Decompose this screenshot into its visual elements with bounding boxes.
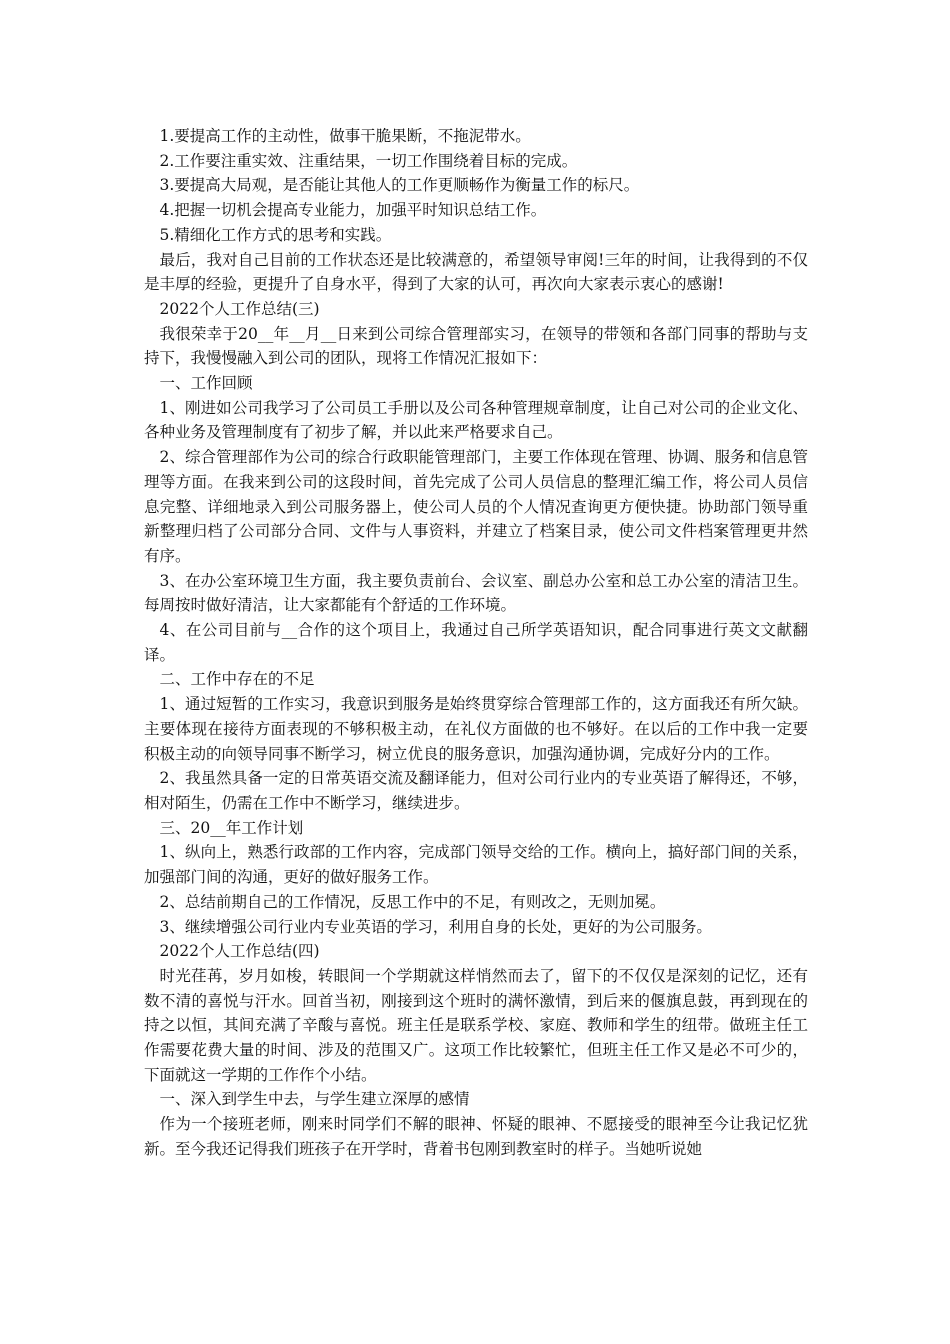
document-page — [144, 124, 808, 1162]
heading-work-plan: 三、20__年工作计划 — [159, 818, 304, 837]
review-item-3: 3、在办公室环境卫生方面，我主要负责前台、会议室、副总办公室和总工办公室的清洁卫生。每周按时做好清洁，让大家都能有个舒适的工作环境。 — [144, 571, 808, 615]
list-item-4: 4.把握一切机会提高专业能力，加强平时知识总结工作。 — [159, 201, 547, 220]
shortcoming-item-1: 1、通过短暂的工作实习，我意识到服务是始终贯穿综合管理部工作的，这方面我还有所欠缺。主要体现在接待方面表现的不够积极主动，在礼仪方面做的也不够好。在以后的工作中我一定要积极主动的向领导同事不断学习，树立优良的服务意识，加强沟通协调，完成好分内的工作。 — [144, 695, 808, 763]
plan-item-2: 2、总结前期自己的工作情况，反思工作中的不足，有则改之，无则加冕。 — [159, 892, 666, 911]
review-item-2: 2、综合管理部作为公司的综合行政职能管理部门，主要工作体现在管理、协调、服务和信息管理等方面。在我来到公司的这段时间，首先完成了公司人员信息的整理汇编工作，将公司人员信息完整、详细地录入到公司服务器上，使公司人员的个人情况查询更方便快捷。协助部门领导重新整理归档了公司部分合同、文件与人事资料，并建立了档案目录，使公司文件档案管理更井然有序。 — [144, 448, 808, 565]
semester-paragraph: 时光荏苒，岁月如梭，转眼间一个学期就这样悄然而去了，留下的不仅仅是深刻的记忆，还有数不清的喜悦与汗水。回首当初，刚接到这个班时的满怀激情，到后来的偃旗息鼓，再到现在的持之以恒，其间充满了辛酸与喜悦。班主任是联系学校、家庭、教师和学生的纽带。做班主任工作需要花费大量的时间、涉及的范围又广。这项工作比较繁忙，但班主任工作又是必不可少的，下面就这一学期的工作作个小结。 — [144, 966, 808, 1084]
review-item-1: 1、刚进如公司我学习了公司员工手册以及公司各种管理规章制度，让自己对公司的企业文化、各种业务及管理制度有了初步了解，并以此来严格要求自己。 — [144, 398, 808, 442]
section-title-4: 2022个人工作总结(四) — [159, 942, 320, 961]
students-paragraph: 作为一个接班老师，刚来时同学们不解的眼神、怀疑的眼神、不愿接受的眼神至今让我记忆犹新。至今我还记得我们班孩子在开学时，背着书包刚到教室时的样子。当她听说她 — [144, 1115, 808, 1158]
list-item-1: 1.要提高工作的主动性，做事干脆果断，不拖泥带水。 — [159, 127, 531, 145]
plan-item-3: 3、继续增强公司行业内专业英语的学习，利用自身的长处，更好的为公司服务。 — [159, 917, 712, 936]
list-item-2: 2.工作要注重实效、注重结果，一切工作围绕着目标的完成。 — [159, 151, 578, 170]
plan-item-1: 1、纵向上，熟悉行政部的工作内容，完成部门领导交给的工作。横向上，搞好部门间的关系，加强部门间的沟通，更好的做好服务工作。 — [144, 843, 808, 887]
section-title-3: 2022个人工作总结(三) — [159, 299, 320, 318]
review-item-4: 4、在公司目前与__合作的这个项目上，我通过自己所学英语知识，配合同事进行英文文献翻译。 — [144, 621, 808, 664]
intro-paragraph: 我很荣幸于20__年__月__日来到公司综合管理部实习，在领导的带领和各部门同事的帮助与支持下，我慢慢融入到公司的团队，现将工作情况汇报如下： — [144, 324, 808, 368]
heading-shortcomings: 二、工作中存在的不足 — [159, 670, 315, 689]
heading-students: 一、深入到学生中去，与学生建立深厚的感情 — [159, 1090, 470, 1109]
shortcoming-item-2: 2、我虽然具备一定的日常英语交流及翻译能力，但对公司行业内的专业英语了解得还，不够，相对陌生，仍需在工作中不断学习，继续进步。 — [144, 769, 808, 812]
closing-paragraph: 最后，我对自己目前的工作状态还是比较满意的，希望领导审阅!三年的时间，让我得到的不仅是丰厚的经验，更提升了自身水平，得到了大家的认可，再次向大家表示衷心的感谢! — [144, 250, 808, 294]
list-item-3: 3.要提高大局观，是否能让其他人的工作更顺畅作为衡量工作的标尺。 — [159, 176, 640, 195]
list-item-5: 5.精细化工作方式的思考和实践。 — [159, 225, 392, 244]
heading-work-review: 一、工作回顾 — [159, 374, 253, 393]
